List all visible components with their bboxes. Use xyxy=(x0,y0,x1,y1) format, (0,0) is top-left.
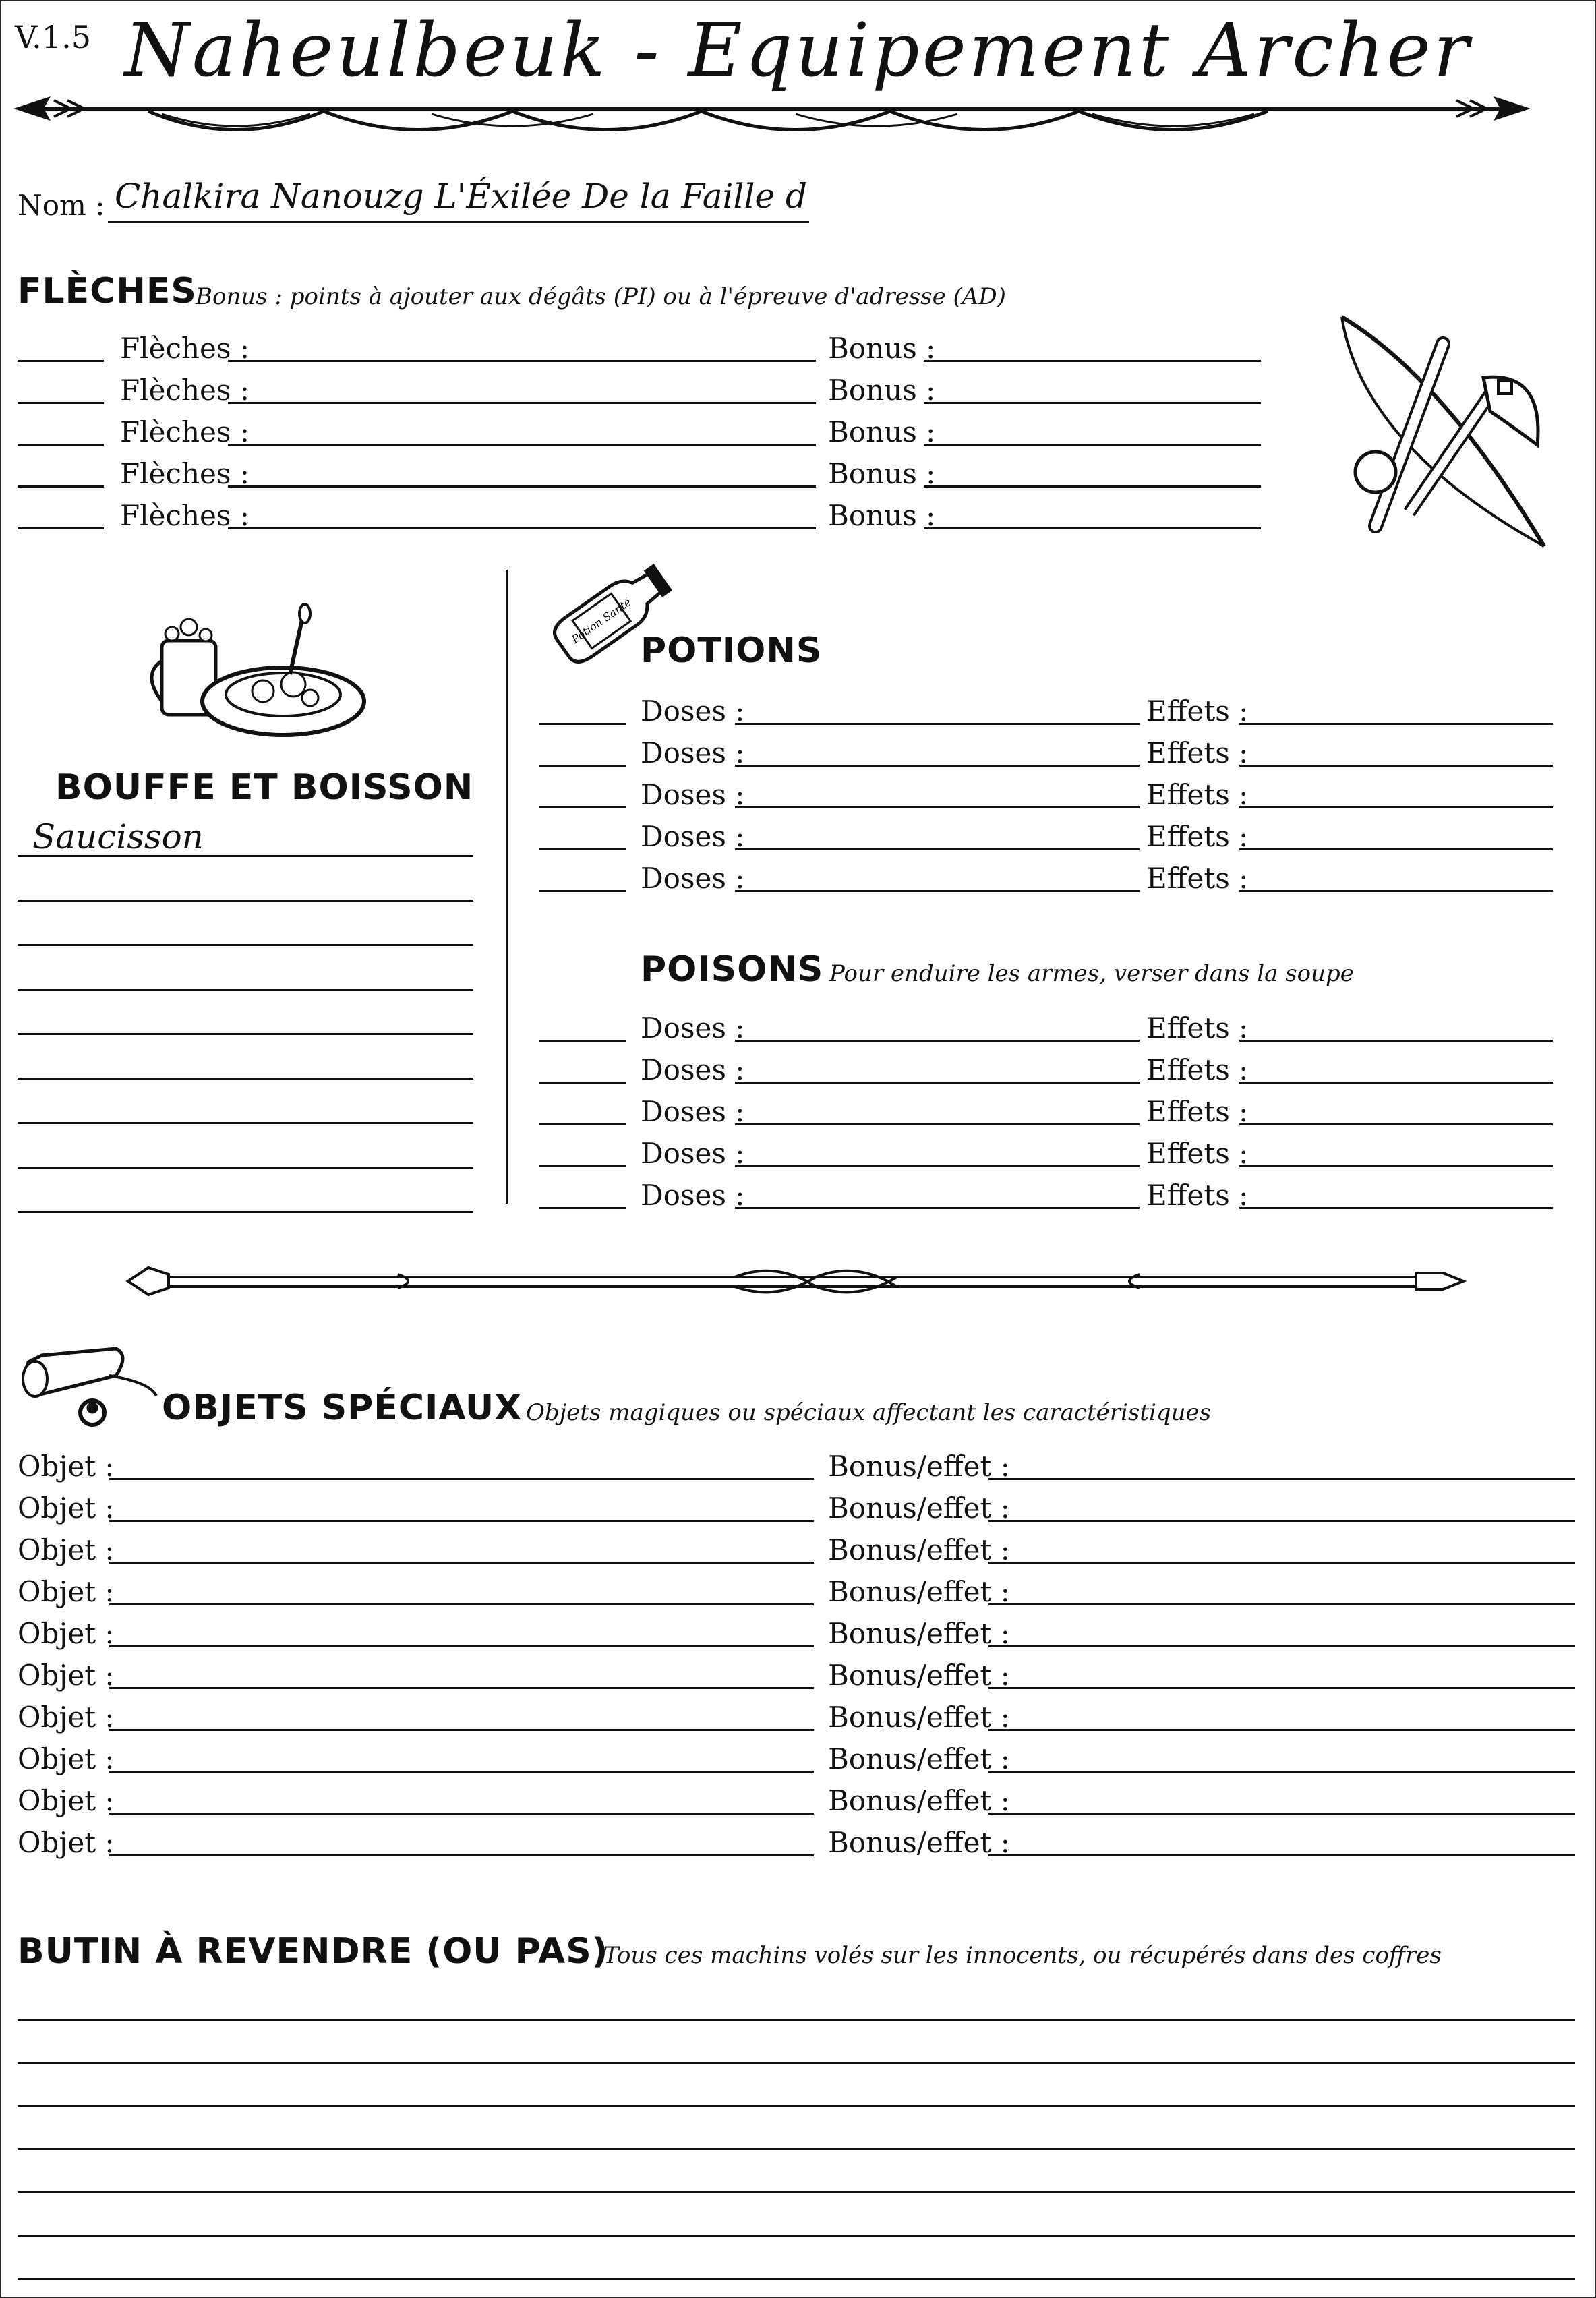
objet-bonus-field[interactable] xyxy=(988,1478,1575,1480)
bouffe-line[interactable] xyxy=(18,855,473,857)
objet-bonus-label: Bonus/effet : xyxy=(828,1533,1010,1566)
bouffe-line[interactable] xyxy=(18,944,473,946)
poisons-doses-label: Doses : xyxy=(641,1011,745,1044)
fleches-qty-field[interactable] xyxy=(18,485,104,488)
butin-line[interactable] xyxy=(18,2105,1575,2107)
objet-field[interactable] xyxy=(109,1687,814,1689)
fleches-label: Flèches : xyxy=(120,499,249,532)
fleches-name-field[interactable] xyxy=(228,360,816,362)
objet-label: Objet : xyxy=(18,1575,115,1608)
objet-label: Objet : xyxy=(18,1617,115,1650)
fleches-label: Flèches : xyxy=(120,457,249,490)
poisons-qty-field[interactable] xyxy=(539,1207,626,1209)
bouffe-line[interactable] xyxy=(18,1211,473,1213)
fleches-subtitle: Bonus : points à ajouter aux dégâts (PI) ou à l'épreuve d'adresse (AD) xyxy=(196,283,1006,310)
butin-subtitle: Tous ces machins volés sur les innocents, ou récupérés dans des coffres xyxy=(603,1942,1442,1969)
butin-line[interactable] xyxy=(18,2062,1575,2064)
potions-qty-field[interactable] xyxy=(539,806,626,808)
objet-label: Objet : xyxy=(18,1450,115,1483)
objet-bonus-field[interactable] xyxy=(988,1771,1575,1773)
potions-effets-field[interactable] xyxy=(1239,723,1553,725)
objet-bonus-field[interactable] xyxy=(988,1813,1575,1815)
potions-effets-field[interactable] xyxy=(1239,848,1553,850)
fleches-name-field[interactable] xyxy=(228,485,816,488)
fleches-name-field[interactable] xyxy=(228,402,816,404)
fleches-qty-field[interactable] xyxy=(18,360,104,362)
bouffe-line[interactable] xyxy=(18,1122,473,1124)
butin-line[interactable] xyxy=(18,2278,1575,2280)
butin-line[interactable] xyxy=(18,2148,1575,2150)
objet-bonus-label: Bonus/effet : xyxy=(828,1492,1010,1525)
objet-bonus-field[interactable] xyxy=(988,1729,1575,1731)
objets-title: OBJETS SPÉCIAUX xyxy=(162,1388,523,1428)
fleches-bonus-field[interactable] xyxy=(924,402,1261,404)
butin-line[interactable] xyxy=(18,2191,1575,2193)
objet-bonus-field[interactable] xyxy=(988,1603,1575,1605)
objet-bonus-label: Bonus/effet : xyxy=(828,1575,1010,1608)
page-title: Naheulbeuk - Equipement Archer xyxy=(124,7,1472,93)
objet-field[interactable] xyxy=(109,1478,814,1480)
crossed-weapons-icon xyxy=(1322,310,1571,553)
food-and-drink-icon xyxy=(142,607,371,742)
potions-effets-label: Effets : xyxy=(1146,820,1249,853)
objet-field[interactable] xyxy=(109,1771,814,1773)
objets-subtitle: Objets magiques ou spéciaux affectant les caractéristiques xyxy=(526,1399,1212,1426)
potions-qty-field[interactable] xyxy=(539,765,626,767)
objet-bonus-field[interactable] xyxy=(988,1562,1575,1564)
poisons-effets-label: Effets : xyxy=(1146,1053,1249,1086)
objet-bonus-label: Bonus/effet : xyxy=(828,1784,1010,1817)
staff-divider-icon xyxy=(128,1261,1463,1301)
poisons-qty-field[interactable] xyxy=(539,1040,626,1042)
fleches-bonus-label: Bonus : xyxy=(828,499,936,532)
bouffe-item-1[interactable]: Saucisson xyxy=(32,817,204,856)
fleches-bonus-field[interactable] xyxy=(924,485,1261,488)
fleches-qty-field[interactable] xyxy=(18,402,104,404)
fleches-title: FLÈCHES xyxy=(18,271,197,312)
objet-bonus-label: Bonus/effet : xyxy=(828,1659,1010,1692)
poisons-effets-field[interactable] xyxy=(1239,1082,1553,1084)
poisons-doses-field[interactable] xyxy=(735,1207,1140,1209)
potions-effets-label: Effets : xyxy=(1146,736,1249,769)
potions-effets-field[interactable] xyxy=(1239,890,1553,892)
potions-doses-field[interactable] xyxy=(735,848,1140,850)
objet-bonus-label: Bonus/effet : xyxy=(828,1701,1010,1734)
potions-doses-field[interactable] xyxy=(735,806,1140,808)
arrow-divider-icon xyxy=(13,84,1531,152)
potions-qty-field[interactable] xyxy=(539,848,626,850)
butin-line[interactable] xyxy=(18,2235,1575,2237)
poisons-qty-field[interactable] xyxy=(539,1123,626,1125)
fleches-bonus-field[interactable] xyxy=(924,444,1261,446)
objet-bonus-label: Bonus/effet : xyxy=(828,1742,1010,1775)
bouffe-line[interactable] xyxy=(18,989,473,991)
nom-value[interactable]: Chalkira Nanouzg L'Éxilée De la Faille d xyxy=(115,177,808,216)
fleches-name-field[interactable] xyxy=(228,527,816,529)
objet-field[interactable] xyxy=(109,1813,814,1815)
objet-label: Objet : xyxy=(18,1742,115,1775)
bouffe-title: BOUFFE ET BOISSON xyxy=(55,767,474,808)
objet-label: Objet : xyxy=(18,1826,115,1859)
poisons-qty-field[interactable] xyxy=(539,1165,626,1167)
poisons-doses-field[interactable] xyxy=(735,1165,1140,1167)
bouffe-line[interactable] xyxy=(18,900,473,902)
objet-bonus-field[interactable] xyxy=(988,1645,1575,1647)
fleches-name-field[interactable] xyxy=(228,444,816,446)
poisons-effets-field[interactable] xyxy=(1239,1123,1553,1125)
objet-bonus-field[interactable] xyxy=(988,1520,1575,1522)
objet-field[interactable] xyxy=(109,1520,814,1522)
nom-underline xyxy=(108,221,809,223)
potions-doses-label: Doses : xyxy=(641,695,745,728)
objet-bonus-field[interactable] xyxy=(988,1854,1575,1856)
potions-effets-label: Effets : xyxy=(1146,778,1249,811)
potions-qty-field[interactable] xyxy=(539,890,626,892)
potion-bottle-label: Potion Santé xyxy=(569,595,634,646)
fleches-bonus-label: Bonus : xyxy=(828,332,936,365)
potions-effets-field[interactable] xyxy=(1239,765,1553,767)
potions-effets-label: Effets : xyxy=(1146,862,1249,895)
fleches-label: Flèches : xyxy=(120,415,249,448)
fleches-bonus-label: Bonus : xyxy=(828,457,936,490)
objet-bonus-label: Bonus/effet : xyxy=(828,1450,1010,1483)
poisons-title: POISONS xyxy=(641,949,824,990)
poisons-effets-field[interactable] xyxy=(1239,1165,1553,1167)
poisons-effets-label: Effets : xyxy=(1146,1137,1249,1170)
poisons-doses-field[interactable] xyxy=(735,1040,1140,1042)
fleches-bonus-field[interactable] xyxy=(924,527,1261,529)
objet-field[interactable] xyxy=(109,1645,814,1647)
poisons-doses-label: Doses : xyxy=(641,1053,745,1086)
objet-field[interactable] xyxy=(109,1854,814,1856)
section-divider xyxy=(506,570,508,1204)
fleches-label: Flèches : xyxy=(120,332,249,365)
fleches-bonus-field[interactable] xyxy=(924,360,1261,362)
fleches-label: Flèches : xyxy=(120,374,249,407)
objet-label: Objet : xyxy=(18,1701,115,1734)
bouffe-line[interactable] xyxy=(18,1167,473,1169)
objet-label: Objet : xyxy=(18,1784,115,1817)
poisons-effets-label: Effets : xyxy=(1146,1179,1249,1212)
scroll-and-ring-icon xyxy=(15,1335,156,1430)
bouffe-line[interactable] xyxy=(18,1078,473,1080)
butin-title: BUTIN À REVENDRE (OU PAS) xyxy=(18,1931,609,1972)
poisons-qty-field[interactable] xyxy=(539,1082,626,1084)
potions-doses-label: Doses : xyxy=(641,820,745,853)
fleches-bonus-label: Bonus : xyxy=(828,415,936,448)
fleches-bonus-label: Bonus : xyxy=(828,374,936,407)
objet-field[interactable] xyxy=(109,1562,814,1564)
bouffe-line[interactable] xyxy=(18,1033,473,1035)
potions-doses-label: Doses : xyxy=(641,778,745,811)
poisons-subtitle: Pour enduire les armes, verser dans la soupe xyxy=(829,960,1354,987)
objet-label: Objet : xyxy=(18,1533,115,1566)
poisons-doses-field[interactable] xyxy=(735,1082,1140,1084)
poisons-doses-label: Doses : xyxy=(641,1137,745,1170)
potions-doses-field[interactable] xyxy=(735,723,1140,725)
objet-label: Objet : xyxy=(18,1659,115,1692)
poisons-doses-label: Doses : xyxy=(641,1095,745,1128)
potions-effets-label: Effets : xyxy=(1146,695,1249,728)
objet-label: Objet : xyxy=(18,1492,115,1525)
poisons-effets-label: Effets : xyxy=(1146,1011,1249,1044)
fleches-qty-field[interactable] xyxy=(18,527,104,529)
version-label: V.1.5 xyxy=(15,19,91,55)
poisons-effets-field[interactable] xyxy=(1239,1040,1553,1042)
potions-doses-field[interactable] xyxy=(735,890,1140,892)
objet-bonus-label: Bonus/effet : xyxy=(828,1826,1010,1859)
potions-title: POTIONS xyxy=(641,630,823,671)
objet-bonus-label: Bonus/effet : xyxy=(828,1617,1010,1650)
objet-field[interactable] xyxy=(109,1603,814,1605)
poisons-doses-label: Doses : xyxy=(641,1179,745,1212)
nom-label: Nom : xyxy=(18,189,105,222)
poisons-effets-label: Effets : xyxy=(1146,1095,1249,1128)
fleches-qty-field[interactable] xyxy=(18,444,104,446)
poisons-effets-field[interactable] xyxy=(1239,1207,1553,1209)
objet-field[interactable] xyxy=(109,1729,814,1731)
objet-bonus-field[interactable] xyxy=(988,1687,1575,1689)
potions-doses-field[interactable] xyxy=(735,765,1140,767)
potions-qty-field[interactable] xyxy=(539,723,626,725)
potions-effets-field[interactable] xyxy=(1239,806,1553,808)
butin-line[interactable] xyxy=(18,2019,1575,2021)
potions-doses-label: Doses : xyxy=(641,862,745,895)
poisons-doses-field[interactable] xyxy=(735,1123,1140,1125)
potions-doses-label: Doses : xyxy=(641,736,745,769)
